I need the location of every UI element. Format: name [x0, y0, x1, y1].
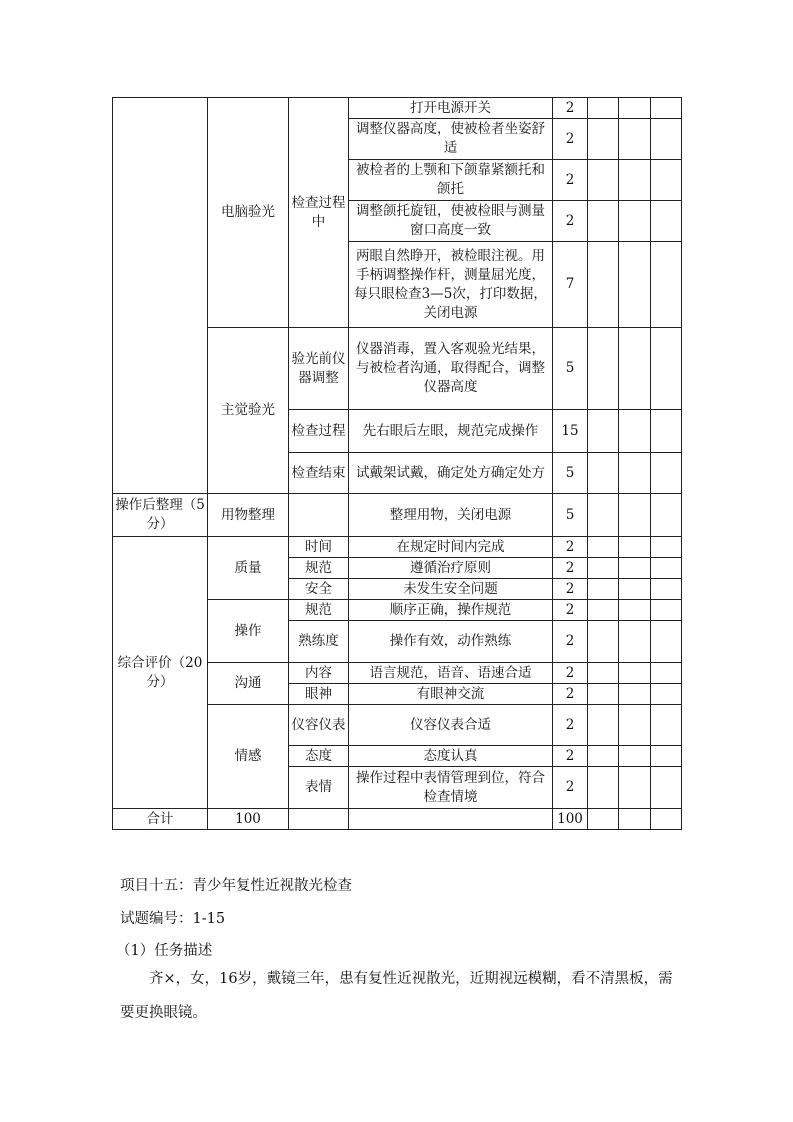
category-cell-empty	[113, 98, 208, 494]
blank-cell	[588, 746, 619, 767]
blank-cell	[651, 746, 682, 767]
blank-cell	[651, 119, 682, 160]
step-score: 5	[553, 494, 588, 537]
blank-cell	[619, 328, 651, 410]
blank-cell	[588, 160, 619, 201]
blank-cell	[651, 328, 682, 410]
total-score: 100	[553, 809, 588, 830]
blank-cell	[588, 809, 619, 830]
stage-cell: 检查结束	[289, 453, 349, 494]
blank-cell	[651, 98, 682, 119]
sub-item: 态度	[289, 746, 349, 767]
step-text: 被检者的上颚和下颌靠紧额托和颌托	[349, 160, 553, 201]
step-score: 2	[553, 537, 588, 558]
blank-cell	[651, 663, 682, 684]
blank-cell	[619, 579, 651, 600]
group-quality: 质量	[208, 537, 289, 600]
blank-cell	[651, 453, 682, 494]
project-title: 项目十五：青少年复性近视散光检查	[120, 878, 352, 894]
step-score: 2	[553, 98, 588, 119]
step-score: 2	[553, 705, 588, 746]
step-text: 先右眼后左眼，规范完成操作	[349, 410, 553, 453]
step-text: 试戴架试戴，确定处方确定处方	[349, 453, 553, 494]
blank-cell	[588, 410, 619, 453]
step-text: 整理用物，关闭电源	[349, 494, 553, 537]
group-operation: 操作	[208, 600, 289, 663]
stage-cell: 检查过程	[289, 410, 349, 453]
blank-cell	[619, 160, 651, 201]
blank-cell	[588, 119, 619, 160]
step-text: 在规定时间内完成	[349, 537, 553, 558]
sub-item: 时间	[289, 537, 349, 558]
step-score: 2	[553, 767, 588, 809]
group-emotion: 情感	[208, 705, 289, 809]
step-text: 操作有效，动作熟练	[349, 621, 553, 663]
step-text: 仪器消毒，置入客观验光结果，与被检者沟通，取得配合，调整仪器高度	[349, 328, 553, 410]
step-score: 2	[553, 663, 588, 684]
step-score: 15	[553, 410, 588, 453]
blank-cell	[619, 600, 651, 621]
blank-cell	[588, 684, 619, 705]
section-computer-refraction: 电脑验光	[208, 98, 289, 328]
step-score: 2	[553, 579, 588, 600]
blank-cell	[619, 558, 651, 579]
step-text: 态度认真	[349, 746, 553, 767]
blank-cell	[651, 537, 682, 558]
step-score: 2	[553, 621, 588, 663]
blank-cell	[619, 242, 651, 328]
sub-item: 眼神	[289, 684, 349, 705]
sub-item: 表情	[289, 767, 349, 809]
blank-cell	[619, 621, 651, 663]
blank-cell	[651, 621, 682, 663]
step-text: 语言规范，语音、语速合适	[349, 663, 553, 684]
blank-cell	[619, 663, 651, 684]
blank-cell	[588, 328, 619, 410]
step-text: 调整仪器高度，使被检者坐姿舒适	[349, 119, 553, 160]
category-evaluation: 综合评价（20分）	[113, 537, 208, 809]
step-text: 操作过程中表情管理到位，符合检查情境	[349, 767, 553, 809]
blank-cell	[651, 579, 682, 600]
blank-cell	[619, 767, 651, 809]
step-text: 有眼神交流	[349, 684, 553, 705]
blank-cell	[619, 684, 651, 705]
step-score: 2	[553, 119, 588, 160]
blank-cell	[588, 767, 619, 809]
blank-cell	[651, 705, 682, 746]
stage-checking: 检查过程中	[289, 98, 349, 328]
step-text: 调整颌托旋钮，使被检眼与测量窗口高度一致	[349, 201, 553, 242]
blank-cell	[588, 494, 619, 537]
task-description: 齐×，女，16岁，戴镜三年，患有复性近视散光，近期视远模糊，看不清黑板，需要更换眼镜。	[120, 971, 673, 1021]
step-text: 仪容仪表合适	[349, 705, 553, 746]
blank-cell	[619, 410, 651, 453]
total-label: 合计	[113, 809, 208, 830]
blank-cell	[651, 767, 682, 809]
step-score: 2	[553, 160, 588, 201]
sub-item: 规范	[289, 558, 349, 579]
step-score: 5	[553, 453, 588, 494]
blank-cell	[619, 537, 651, 558]
blank-cell	[651, 494, 682, 537]
blank-cell	[588, 98, 619, 119]
blank-cell	[619, 453, 651, 494]
step-text: 遵循治疗原则	[349, 558, 553, 579]
step-score: 2	[553, 558, 588, 579]
blank-cell	[651, 242, 682, 328]
section-heading: （1）任务描述	[116, 943, 213, 959]
blank-cell	[619, 201, 651, 242]
blank-cell	[289, 809, 349, 830]
blank-cell	[619, 705, 651, 746]
blank-cell	[588, 242, 619, 328]
step-text: 两眼自然睁开，被检眼注视。用手柄调整操作杆，测量屈光度，每只眼检查3—5次，打印数据，关闭电源	[349, 242, 553, 328]
step-score: 7	[553, 242, 588, 328]
blank-cell	[619, 809, 651, 830]
blank-cell	[619, 119, 651, 160]
step-score: 2	[553, 600, 588, 621]
total-value: 100	[208, 809, 289, 830]
step-text: 未发生安全问题	[349, 579, 553, 600]
sub-item: 安全	[289, 579, 349, 600]
blank-cell	[588, 453, 619, 494]
step-score: 2	[553, 201, 588, 242]
blank-cell	[588, 600, 619, 621]
group-communication: 沟通	[208, 663, 289, 705]
blank-cell	[588, 705, 619, 746]
section-items-tidy: 用物整理	[208, 494, 289, 537]
blank-cell	[588, 537, 619, 558]
sub-item: 仪容仪表	[289, 705, 349, 746]
step-score: 2	[553, 684, 588, 705]
blank-cell	[651, 600, 682, 621]
blank-cell	[651, 809, 682, 830]
blank-cell	[588, 579, 619, 600]
blank-cell	[289, 494, 349, 537]
blank-cell	[588, 201, 619, 242]
step-text: 打开电源开关	[349, 98, 553, 119]
stage-cell: 验光前仪器调整	[289, 328, 349, 410]
section-subjective-refraction: 主觉验光	[208, 328, 289, 494]
blank-cell	[651, 201, 682, 242]
blank-cell	[349, 809, 553, 830]
blank-cell	[651, 558, 682, 579]
blank-cell	[619, 98, 651, 119]
scoring-table	[112, 97, 682, 830]
blank-cell	[619, 494, 651, 537]
category-post-operation: 操作后整理（5分）	[113, 494, 208, 537]
blank-cell	[619, 746, 651, 767]
step-score: 2	[553, 746, 588, 767]
blank-cell	[651, 410, 682, 453]
step-score: 5	[553, 328, 588, 410]
sub-item: 熟练度	[289, 621, 349, 663]
blank-cell	[651, 160, 682, 201]
blank-cell	[588, 663, 619, 684]
blank-cell	[651, 684, 682, 705]
blank-cell	[588, 558, 619, 579]
blank-cell	[588, 621, 619, 663]
sub-item: 内容	[289, 663, 349, 684]
question-number: 试题编号：1-15	[120, 911, 226, 927]
sub-item: 规范	[289, 600, 349, 621]
step-text: 顺序正确，操作规范	[349, 600, 553, 621]
